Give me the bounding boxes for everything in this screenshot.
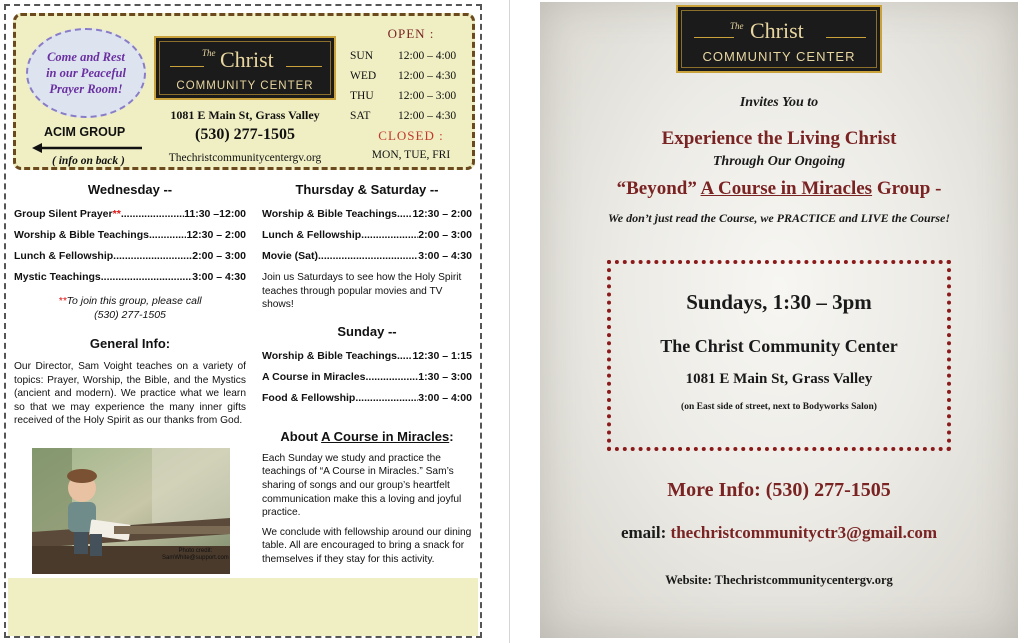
hours-row: THU 12:00 – 3:00 bbox=[350, 90, 457, 102]
schedule-row: Movie (Sat) ..... 3:00 – 4:30 bbox=[262, 250, 472, 271]
event-address: 1081 E Main St, Grass Valley bbox=[685, 371, 873, 387]
acim-group-label: ACIM GROUP bbox=[44, 125, 126, 139]
logo-community-center: COMMUNITY CENTER bbox=[176, 80, 314, 92]
prayer-room-oval bbox=[26, 28, 146, 118]
beyond-acim-heading: “Beyond” A Course in Miracles Group - bbox=[616, 178, 942, 199]
center-phone: (530) 277-1505 bbox=[195, 126, 295, 143]
more-info-phone: More Info: (530) 277-1505 bbox=[667, 479, 891, 501]
schedule-row: Food & Fellowship ..... 3:00 – 4:00 bbox=[262, 392, 472, 413]
email-line bbox=[540, 523, 1018, 543]
center-logo bbox=[154, 36, 336, 100]
logo-the: The bbox=[202, 48, 216, 58]
email-link[interactable]: thechristcommunityctr3@gmail.com bbox=[670, 523, 938, 542]
schedule-row: Lunch & Fellowship ..... 2:00 – 3:00 bbox=[262, 229, 472, 250]
hours-row: SUN 12:00 – 4:00 bbox=[350, 50, 457, 62]
logo-the: The bbox=[730, 21, 744, 31]
event-location-note: (on East side of street, next to Bodyworks Salon) bbox=[681, 402, 877, 412]
schedule-row: Worship & Bible Teachings ..... 12:30 – 2:00 bbox=[14, 229, 246, 250]
email-label: email: bbox=[620, 523, 671, 542]
logo-community-center: COMMUNITY CENTER bbox=[702, 49, 856, 64]
about-acim-para2: We conclude with fellowship around our dining table. All are encouraged to bring a snack for themselves if they stay for this activity. bbox=[262, 526, 472, 565]
right-flyer-page bbox=[540, 2, 1018, 638]
join-phone: (530) 277-1505 bbox=[94, 309, 166, 321]
left-arrow-icon bbox=[32, 143, 142, 153]
about-acim-title: About A Course in Miracles: bbox=[280, 428, 454, 444]
practice-tagline: We don’t just read the Course, we PRACTICE and LIVE the Course! bbox=[607, 211, 951, 225]
schedule-row: Lunch & Fellowship ..... 2:00 – 3:00 bbox=[14, 250, 246, 271]
general-info-title: General Info: bbox=[89, 336, 171, 351]
schedule-row: Worship & Bible Teachings ..... 12:30 – 2:00 bbox=[262, 208, 472, 229]
logo-christ: Christ bbox=[220, 47, 274, 72]
hours-row: SAT 12:00 – 4:30 bbox=[350, 110, 457, 122]
center-website[interactable]: Thechristcommunitycentergv.org bbox=[168, 152, 322, 164]
child-reading-photo bbox=[32, 448, 230, 574]
page-divider bbox=[509, 0, 510, 643]
sunday-title: Sunday -- bbox=[337, 323, 397, 339]
left-footer-band bbox=[8, 578, 478, 636]
right-column bbox=[262, 182, 472, 567]
schedule-row: A Course in Miracles ..... 1:30 – 3:00 bbox=[262, 371, 472, 392]
thursday-saturday-title: Thursday & Saturday -- bbox=[295, 182, 439, 197]
event-time: Sundays, 1:30 – 3pm bbox=[686, 290, 872, 314]
website-link[interactable]: Website: Thechristcommunitycentergv.org bbox=[665, 573, 893, 587]
general-info-text: Our Director, Sam Voight teaches on a variety of topics: Prayer, Worship, the Bible, and the Mystics (ancient and modern). We practice what we learn so that we may experience the many inner gifts received of the Holy Spirit as our thanks from God. bbox=[14, 361, 246, 427]
schedule-row: Group Silent Prayer ** ..... 11:30 –12:00 bbox=[14, 208, 246, 229]
open-hours bbox=[346, 26, 476, 161]
acim-info-note: ( info on back ) bbox=[52, 155, 125, 167]
left-header-panel bbox=[13, 13, 475, 170]
open-title: OPEN : bbox=[387, 26, 435, 41]
about-acim-para1: Each Sunday we study and practice the teachings of “A Course in Miracles.” Sam’s sharing of songs and our group’s heartfelt communication make this a loving and joyful practice. bbox=[262, 452, 462, 519]
logo-christ: Christ bbox=[750, 18, 804, 43]
center-address: 1081 E Main St, Grass Valley bbox=[170, 108, 320, 122]
through-text: Through Our Ongoing bbox=[712, 154, 846, 169]
center-logo bbox=[676, 5, 882, 73]
experience-heading: Experience the Living Christ bbox=[661, 128, 897, 149]
closed-title: CLOSED : bbox=[378, 128, 444, 143]
left-flyer-page bbox=[4, 4, 482, 638]
join-group-note: **To join this group, please call (530) 277-1505 bbox=[14, 294, 246, 322]
event-place: The Christ Community Center bbox=[660, 336, 898, 356]
left-column bbox=[14, 182, 246, 428]
schedule-row: Mystic Teachings ..... 3:00 – 4:30 bbox=[14, 271, 246, 292]
closed-days: MON, TUE, FRI bbox=[371, 149, 451, 161]
wednesday-title: Wednesday -- bbox=[87, 182, 173, 197]
schedule-row: Worship & Bible Teachings ..... 12:30 – 1:15 bbox=[262, 350, 472, 371]
hours-row: WED 12:00 – 4:30 bbox=[350, 70, 457, 82]
prayer-room-text: Come and Rest in our Peaceful Prayer Room! bbox=[46, 50, 126, 96]
event-details-box bbox=[607, 260, 951, 451]
photo-credit: Photo credit: SamWhite@support.com bbox=[162, 548, 229, 561]
saturday-movie-note: Join us Saturdays to see how the Holy Spirit teaches through popular movies and TV shows! bbox=[262, 272, 462, 311]
invites-text: Invites You to bbox=[739, 95, 819, 110]
